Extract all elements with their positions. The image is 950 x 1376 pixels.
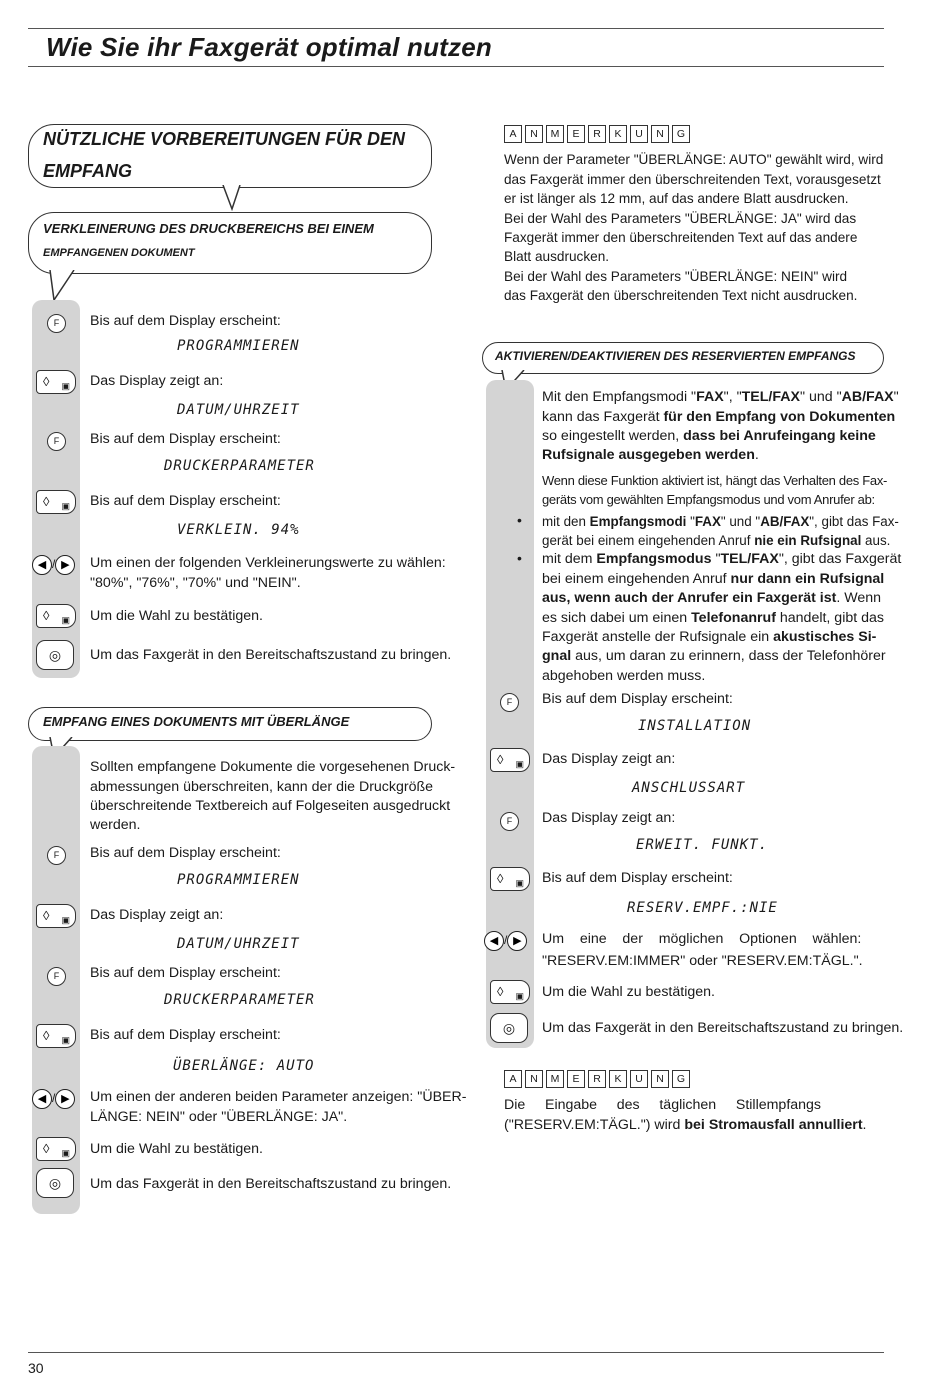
note-letter: N	[525, 1070, 543, 1088]
ok-key-icon: ◊ ▣	[490, 748, 530, 772]
note1-line: Bei der Wahl des Parameters "ÜBERLÄNGE: NEIN" wird	[504, 269, 848, 284]
f-key-icon: F	[47, 967, 66, 986]
display-text: DRUCKERPARAMETER	[164, 992, 315, 1008]
bullet2-line7: abgehoben werden muss.	[542, 668, 706, 684]
bullet: •	[517, 512, 522, 528]
section1-bubble-tail	[48, 270, 76, 304]
ok-key-icon: ◊ ▣	[490, 980, 530, 1004]
main-section-bubble	[28, 124, 432, 188]
note-letter: M	[546, 1070, 564, 1088]
page-number: 30	[28, 1360, 44, 1376]
display-text: ERWEIT. FUNKT.	[636, 837, 769, 853]
bullet2-line1: mit dem Empfangsmodus "TEL/FAX", gibt das Faxgerät	[542, 551, 902, 567]
bullet2-line6: gnal aus, um daran zu erinnern, dass der Telefonhörer	[542, 648, 886, 664]
note-letter: E	[567, 125, 585, 143]
stop-key-icon: ◎	[36, 1168, 74, 1198]
intro-line: abmessungen überschreiten, kann der die Druckgröße	[90, 779, 434, 795]
note1-line: Blatt ausdrucken.	[504, 249, 610, 264]
note-label	[504, 125, 690, 143]
step-text: "80%", "76%", "70%" und "NEIN".	[90, 575, 301, 591]
header-rule	[28, 66, 884, 67]
display-text: DRUCKERPARAMETER	[164, 458, 315, 474]
step-text: Bis auf dem Display erscheint:	[90, 965, 281, 981]
p1-line3: so eingestellt werden, dass bei Anrufeingang keine	[542, 428, 876, 444]
section1-heading-line2: EMPFANGENEN DOKUMENT	[43, 247, 195, 259]
step-text: Um eine der möglichen Optionen wählen:	[542, 931, 862, 947]
intro-line: werden.	[90, 817, 141, 833]
step-text: Um die Wahl zu bestätigen.	[90, 608, 263, 624]
stop-key-icon: ◎	[36, 640, 74, 670]
bullet2-line3: aus, wenn auch der Anrufer ein Faxgerät ist. Wenn	[542, 590, 882, 606]
display-text: ANSCHLUSSART	[632, 780, 746, 796]
section2-bubble	[28, 707, 432, 741]
note1-line: das Faxgerät immer den überschreitenden Text, vorausgesetzt	[504, 172, 881, 187]
footer-rule	[28, 1352, 884, 1353]
p2-line: Wenn diese Funktion aktiviert ist, hängt das Verhalten des Fax-	[542, 473, 888, 488]
display-text: PROGRAMMIEREN	[177, 338, 300, 354]
note-letter: U	[630, 125, 648, 143]
ok-key-icon: ◊ ▣	[36, 904, 76, 928]
display-text: INSTALLATION	[638, 718, 752, 734]
step-text: Um das Faxgerät in den Bereitschaftszustand zu bringen.	[90, 647, 452, 663]
note-letter: N	[651, 125, 669, 143]
note1-line: er ist länger als 12 mm, auf das andere Blatt ausdrucken.	[504, 191, 849, 206]
bullet1-line1: mit den Empfangsmodi "FAX" und "AB/FAX", gibt das Fax-	[542, 514, 899, 529]
p1-line4: Rufsignale ausgegeben werden.	[542, 447, 759, 463]
note2-line2: ("RESERV.EM:TÄGL.") wird bei Stromausfall annulliert.	[504, 1117, 867, 1133]
note-letter: N	[525, 125, 543, 143]
note-letter: R	[588, 1070, 606, 1088]
display-text: DATUM/UHRZEIT	[177, 936, 300, 952]
step-text: Das Display zeigt an:	[90, 907, 224, 923]
arrow-keys-icon: ◀ / ▶	[32, 554, 75, 574]
display-text: ÜBERLÄNGE: AUTO	[173, 1058, 315, 1074]
page-title: Wie Sie ihr Faxgerät optimal nutzen	[46, 32, 492, 62]
display-text: DATUM/UHRZEIT	[177, 402, 300, 418]
step-text: Das Display zeigt an:	[90, 373, 224, 389]
note1-line: Bei der Wahl des Parameters "ÜBERLÄNGE: JA" wird das	[504, 211, 857, 226]
display-text: PROGRAMMIEREN	[177, 872, 300, 888]
note-letter: U	[630, 1070, 648, 1088]
f-key-icon: F	[500, 812, 519, 831]
step-text: Bis auf dem Display erscheint:	[90, 845, 281, 861]
top-rule	[28, 28, 884, 29]
step-text: Um die Wahl zu bestätigen.	[90, 1141, 263, 1157]
step-text: Das Display zeigt an:	[542, 751, 676, 767]
note1-line: Wenn der Parameter "ÜBERLÄNGE: AUTO" gewählt wird, wird	[504, 152, 884, 167]
note-letter: E	[567, 1070, 585, 1088]
note-letter: A	[504, 125, 522, 143]
ok-key-icon: ◊ ▣	[36, 1137, 76, 1161]
note-letter: K	[609, 125, 627, 143]
note-letter: N	[651, 1070, 669, 1088]
arrow-keys-icon: ◀ / ▶	[484, 930, 527, 950]
ok-key-icon: ◊ ▣	[36, 490, 76, 514]
step-text: Um die Wahl zu bestätigen.	[542, 984, 715, 1000]
f-key-icon: F	[47, 314, 66, 333]
step-text: Bis auf dem Display erscheint:	[542, 691, 733, 707]
step-text: Bis auf dem Display erscheint:	[90, 313, 281, 329]
main-bubble-tail	[222, 185, 242, 211]
note1-line: Faxgerät immer den überschreitenden Text auf das andere	[504, 230, 858, 245]
step-text: Um einen der folgenden Verkleinerungswerte zu wählen:	[90, 555, 446, 571]
bullet2-line2: bei einem eingehenden Anruf nur dann ein Rufsignal	[542, 571, 885, 587]
note-letter: G	[672, 125, 690, 143]
step-text: Bis auf dem Display erscheint:	[90, 1027, 281, 1043]
arrow-keys-icon: ◀ / ▶	[32, 1088, 75, 1108]
bullet2-line5: Faxgerät anstelle der Rufsignale ein akustisches Si-	[542, 629, 877, 645]
section1-bubble	[28, 212, 432, 274]
step-text: Um einen der anderen beiden Parameter anzeigen: "ÜBER-	[90, 1089, 467, 1105]
display-text: VERKLEIN. 94%	[177, 522, 300, 538]
section1-heading-line1: VERKLEINERUNG DES DRUCKBEREICHS BEI EINEM	[43, 221, 374, 236]
step-text: Bis auf dem Display erscheint:	[90, 493, 281, 509]
p2-line: geräts vom gewählten Empfangsmodus und vom Anrufer ab:	[542, 492, 875, 507]
f-key-icon: F	[47, 846, 66, 865]
main-bubble-line1: NÜTZLICHE VORBEREITUNGEN FÜR DEN	[43, 129, 406, 149]
note-label	[504, 1070, 690, 1088]
section3-bubble	[482, 342, 884, 374]
main-bubble-line2: EMPFANG	[43, 161, 133, 181]
note-letter: K	[609, 1070, 627, 1088]
stop-key-icon: ◎	[490, 1013, 528, 1043]
note-letter: A	[504, 1070, 522, 1088]
bullet1-line2: gerät bei einem eingehenden Anruf nie ein Rufsignal aus.	[542, 533, 891, 548]
bullet2-line4: es sich dabei um einen Telefonanruf handelt, gibt das	[542, 610, 884, 626]
f-key-icon: F	[47, 432, 66, 451]
ok-key-icon: ◊ ▣	[36, 604, 76, 628]
display-text: RESERV.EMPF.:NIE	[627, 900, 778, 916]
bullet: •	[517, 550, 522, 566]
ok-key-icon: ◊ ▣	[490, 867, 530, 891]
ok-key-icon: ◊ ▣	[36, 370, 76, 394]
note-letter: M	[546, 125, 564, 143]
p1-line2: kann das Faxgerät für den Empfang von Dokumenten	[542, 409, 896, 425]
intro-line: Sollten empfangene Dokumente die vorgesehenen Druck-	[90, 759, 456, 775]
note-letter: R	[588, 125, 606, 143]
section2-heading: EMPFANG EINES DOKUMENTS MIT ÜBERLÄNGE	[43, 714, 350, 729]
step-text: Bis auf dem Display erscheint:	[90, 431, 281, 447]
step-text: LÄNGE: NEIN" oder "ÜBERLÄNGE: JA".	[90, 1109, 348, 1125]
f-key-icon: F	[500, 693, 519, 712]
note1-line: das Faxgerät den überschreitenden Text nicht ausdrucken.	[504, 288, 858, 303]
section3-heading: AKTIVIEREN/DEAKTIVIEREN DES RESERVIERTEN EMPFANGS	[495, 349, 856, 363]
intro-line: überschreitende Textbereich auf Folgeseiten ausgedruckt	[90, 798, 451, 814]
p1-line1: Mit den Empfangsmodi "FAX", "TEL/FAX" und "AB/FAX"	[542, 389, 899, 405]
step-text: Bis auf dem Display erscheint:	[542, 870, 733, 886]
step-text: Um das Faxgerät in den Bereitschaftszustand zu bringen.	[542, 1020, 904, 1036]
step-text: Das Display zeigt an:	[542, 810, 676, 826]
note2-line1: Die Eingabe des täglichen Stillempfangs	[504, 1097, 822, 1113]
note-letter: G	[672, 1070, 690, 1088]
ok-key-icon: ◊ ▣	[36, 1024, 76, 1048]
step-text: Um das Faxgerät in den Bereitschaftszustand zu bringen.	[90, 1176, 452, 1192]
step-text: "RESERV.EM:IMMER" oder "RESERV.EM:TÄGL.".	[542, 953, 863, 969]
